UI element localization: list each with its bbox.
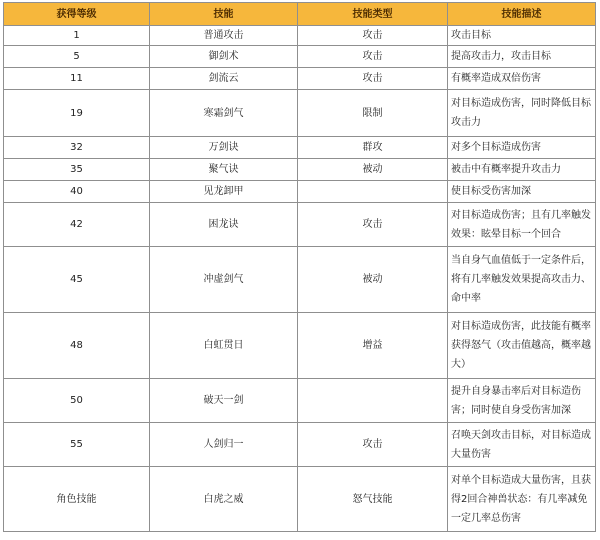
cell-type: 怒气技能 bbox=[298, 467, 448, 532]
cell-description: 当自身气血值低于一定条件后，将有几率触发效果提高攻击力、命中率 bbox=[448, 247, 596, 313]
cell-type: 被动 bbox=[298, 247, 448, 313]
header-row bbox=[4, 3, 596, 26]
cell-type: 增益 bbox=[298, 313, 448, 379]
cell-skill: 寒霜剑气 bbox=[150, 90, 298, 137]
table-row bbox=[4, 159, 596, 181]
cell-level: 55 bbox=[4, 423, 150, 467]
header-type: 技能类型 bbox=[298, 3, 448, 26]
header-level: 获得等级 bbox=[4, 3, 150, 26]
table-row bbox=[4, 467, 596, 532]
table-row bbox=[4, 68, 596, 90]
cell-skill: 万剑诀 bbox=[150, 137, 298, 159]
cell-level: 45 bbox=[4, 247, 150, 313]
cell-skill: 白虎之威 bbox=[150, 467, 298, 532]
table-row bbox=[4, 247, 596, 313]
cell-skill: 白虹贯日 bbox=[150, 313, 298, 379]
table-row bbox=[4, 90, 596, 137]
cell-description: 召唤天剑攻击目标，对目标造成大量伤害 bbox=[448, 423, 596, 467]
cell-skill: 冲虚剑气 bbox=[150, 247, 298, 313]
cell-level: 35 bbox=[4, 159, 150, 181]
cell-description: 对目标造成伤害；且有几率触发效果：眩晕目标一个回合 bbox=[448, 203, 596, 247]
cell-skill: 人剑归一 bbox=[150, 423, 298, 467]
cell-description: 对单个目标造成大量伤害，且获得2回合神兽状态：有几率减免一定几率总伤害 bbox=[448, 467, 596, 532]
cell-level: 42 bbox=[4, 203, 150, 247]
cell-skill: 聚气诀 bbox=[150, 159, 298, 181]
skill-table bbox=[3, 2, 596, 532]
cell-level: 32 bbox=[4, 137, 150, 159]
skill-table-container bbox=[3, 2, 596, 532]
header-skill: 技能 bbox=[150, 3, 298, 26]
cell-level: 19 bbox=[4, 90, 150, 137]
cell-skill: 见龙卸甲 bbox=[150, 181, 298, 203]
cell-type: 攻击 bbox=[298, 26, 448, 46]
cell-level: 40 bbox=[4, 181, 150, 203]
cell-type: 攻击 bbox=[298, 423, 448, 467]
cell-type bbox=[298, 181, 448, 203]
cell-description: 有概率造成双倍伤害 bbox=[448, 68, 596, 90]
cell-level: 5 bbox=[4, 46, 150, 68]
table-row bbox=[4, 423, 596, 467]
cell-skill: 御剑术 bbox=[150, 46, 298, 68]
cell-type: 群攻 bbox=[298, 137, 448, 159]
cell-type: 攻击 bbox=[298, 68, 448, 90]
table-row bbox=[4, 181, 596, 203]
cell-description: 提高攻击力，攻击目标 bbox=[448, 46, 596, 68]
cell-type: 被动 bbox=[298, 159, 448, 181]
cell-description: 对目标造成伤害，此技能有概率获得怒气（攻击值越高，概率越大） bbox=[448, 313, 596, 379]
cell-skill: 普通攻击 bbox=[150, 26, 298, 46]
cell-type: 攻击 bbox=[298, 46, 448, 68]
cell-skill: 剑流云 bbox=[150, 68, 298, 90]
cell-type bbox=[298, 379, 448, 423]
cell-skill: 破天一剑 bbox=[150, 379, 298, 423]
cell-level: 11 bbox=[4, 68, 150, 90]
header-description: 技能描述 bbox=[448, 3, 596, 26]
table-row bbox=[4, 313, 596, 379]
cell-level: 50 bbox=[4, 379, 150, 423]
table-row bbox=[4, 46, 596, 68]
cell-description: 攻击目标 bbox=[448, 26, 596, 46]
cell-level: 1 bbox=[4, 26, 150, 46]
cell-skill: 困龙诀 bbox=[150, 203, 298, 247]
cell-description: 被击中有概率提升攻击力 bbox=[448, 159, 596, 181]
table-row bbox=[4, 137, 596, 159]
cell-level: 角色技能 bbox=[4, 467, 150, 532]
cell-description: 对多个目标造成伤害 bbox=[448, 137, 596, 159]
table-row bbox=[4, 203, 596, 247]
cell-type: 攻击 bbox=[298, 203, 448, 247]
cell-type: 限制 bbox=[298, 90, 448, 137]
cell-description: 对目标造成伤害，同时降低目标攻击力 bbox=[448, 90, 596, 137]
table-row bbox=[4, 26, 596, 46]
cell-level: 48 bbox=[4, 313, 150, 379]
cell-description: 提升自身暴击率后对目标造伤害；同时使自身受伤害加深 bbox=[448, 379, 596, 423]
table-row bbox=[4, 379, 596, 423]
cell-description: 使目标受伤害加深 bbox=[448, 181, 596, 203]
